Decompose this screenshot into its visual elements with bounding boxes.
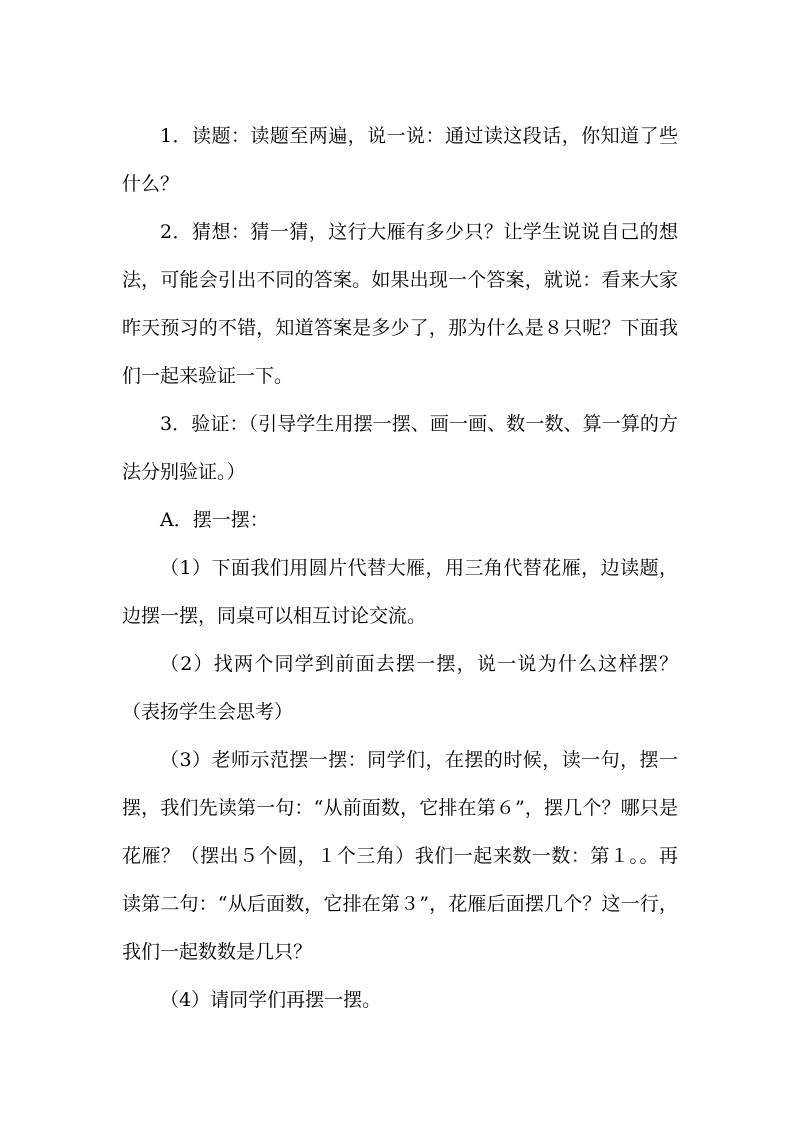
paragraph-section-a: A．摆一摆： [160, 509, 269, 531]
paragraph-step-1: （1）下面我们用圆片代替大雁，用三角代替花雁，边读题，边摆一摆，同桌可以相互讨论交流。 [122, 557, 678, 627]
paragraph-step-3: （3）老师示范摆一摆：同学们，在摆的时候，读一句，摆一摆，我们先读第一句：“从前面数，它排在第６”，摆几个？哪只是花雁？（摆出５个圆，１个三角）我们一起来数一数：第１。。再读第二句：“从后面数，它排在第３”，花雁后面摆几个？这一行，我们一起数数是几只？ [122, 749, 678, 963]
paragraph-guess: 2．猜想：猜一猜，这行大雁有多少只？让学生说说自己的想法，可能会引出不同的答案。如果出现一个答案，就说：看来大家昨天预习的不错，知道答案是多少了，那为什么是８只呢？下面我们一起来验证一下。 [122, 221, 678, 387]
paragraph-step-4: （4）请同学们再摆一摆。 [160, 989, 382, 1011]
paragraph-verify: 3．验证：（引导学生用摆一摆、画一画、数一数、算一算的方法分别验证。） [122, 413, 678, 483]
paragraph-read-question: 1．读题：读题至两遍，说一说：通过读这段话，你知道了些什么？ [122, 125, 678, 195]
document-body [122, 112, 678, 1024]
paragraph-step-2: （2）找两个同学到前面去摆一摆，说一说为什么这样摆？（表扬学生会思考） [122, 653, 678, 723]
